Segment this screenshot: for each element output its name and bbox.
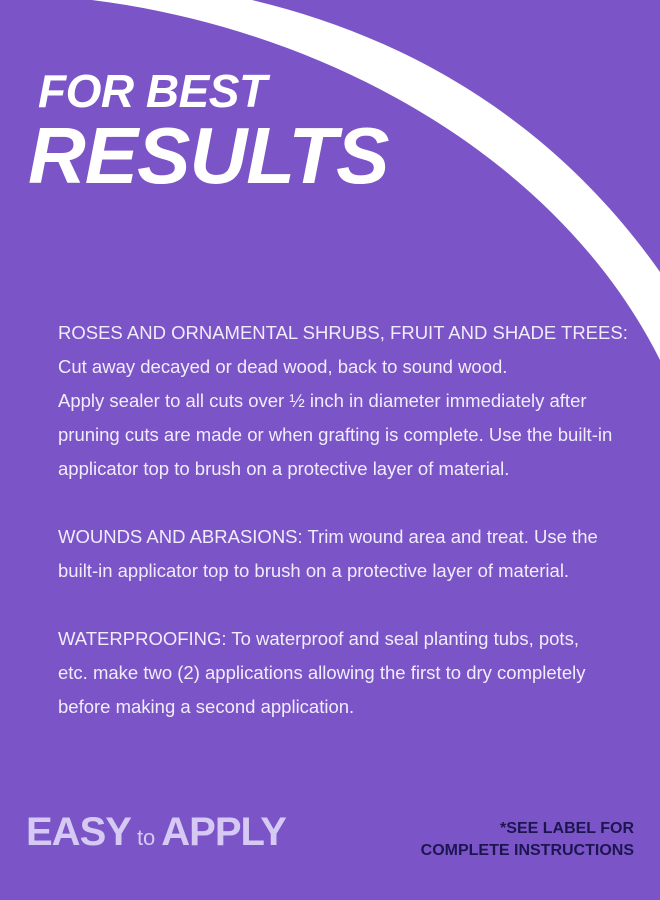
section-line: ROSES AND ORNAMENTAL SHRUBS, FRUIT AND SHADE TREES: (58, 322, 628, 343)
easy-to-apply-tagline (26, 812, 286, 852)
headline-line-2: RESULTS (28, 111, 389, 200)
headline (28, 65, 389, 200)
section-line: built-in applicator top to brush on a protective layer of material. (58, 560, 570, 581)
note-line-1: *SEE LABEL FOR (500, 820, 634, 837)
section-line: pruning cuts are made or when grafting is complete. Use the built-in (58, 424, 613, 445)
tagline-to: to (136, 825, 156, 850)
label-note (421, 818, 634, 862)
headline-line-1: FOR BEST (38, 65, 267, 117)
section-line: Apply sealer to all cuts over ½ inch in diameter immediately after (58, 390, 587, 411)
section-roses (58, 316, 628, 486)
section-line: WOUNDS AND ABRASIONS: Trim wound area and treat. Use the (58, 526, 598, 547)
note-line-2: COMPLETE INSTRUCTIONS (420, 842, 634, 859)
section-line: WATERPROOFING: To waterproof and seal planting tubs, pots, (58, 628, 579, 649)
section-waterproofing (58, 622, 628, 724)
tagline-easy: EASY (26, 810, 131, 854)
section-line: before making a second application. (58, 696, 355, 717)
section-line: Cut away decayed or dead wood, back to sound wood. (58, 356, 508, 377)
tagline-apply: APPLY (161, 810, 286, 854)
section-line: applicator top to brush on a protective layer of material. (58, 458, 510, 479)
section-wounds (58, 520, 628, 588)
section-line: etc. make two (2) applications allowing the first to dry completely (58, 662, 586, 683)
instructions (58, 316, 628, 758)
